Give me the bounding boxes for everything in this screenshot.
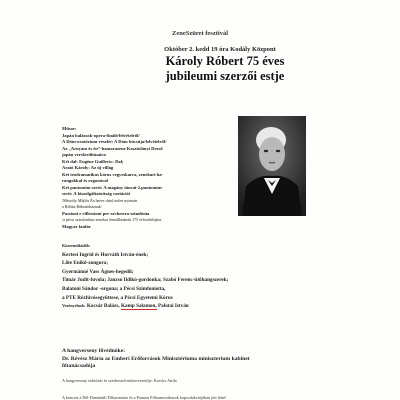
title-line-1: Károly Róbert 75 éves [165, 54, 285, 68]
program-item: szvit: A kiszolgáltatottság variációi [62, 191, 131, 196]
performer-line: Balatoni Sándor -orgona; a Pécsi Szimfonietta, [62, 285, 166, 292]
performers-section [62, 242, 392, 311]
title-line-2: jubileumi szerzői estje [165, 69, 285, 83]
festival-name: ZeneSzüret fesztivál [171, 30, 229, 37]
program-item: Két teodramatikus kórus vegyeskarra, zenekari ha- [62, 171, 164, 177]
program-note: a Bóbita Bábszínháznak/ [62, 204, 102, 209]
patron-section [62, 348, 392, 371]
program-label: Műsor: [62, 126, 77, 131]
patron-title: főtanácsadója [62, 363, 96, 370]
program-item: japán versfordításaira [62, 152, 106, 157]
patron-label: A hangverseny fővédnöke: [62, 348, 126, 354]
portrait-image [238, 116, 306, 216]
performer-line: Lőte Enikő-zongora; [62, 260, 108, 267]
performer-line: Gyermánné Vass Ágnes-hegedű; [62, 268, 134, 275]
program-item: A Dóm-oratórium-részlet: A Dóm búcsúja/felvételről/ [62, 139, 167, 144]
program-section [62, 126, 242, 230]
program-item: Az „Arnyam és én”-hamarazene Kosztolányi Dezső [62, 145, 163, 151]
program-item: Magyar fanfár [62, 223, 91, 229]
conductor-name: Palotai István [157, 303, 189, 310]
conductor-name: Kocsár Balázs, [86, 303, 120, 310]
program-item: Két dal: Eugène Guillevic: Dal; [62, 158, 124, 164]
conductor-name-underlined: Kamp Salamon, [120, 303, 157, 310]
performers-label: Közreműködik: [62, 243, 91, 248]
conductors-label: Vezényelnek: [62, 303, 86, 309]
performer-line: Kertesi Ingrid és Horváth István-ének; [62, 251, 149, 258]
composer-portrait [238, 116, 306, 216]
performer-line: a PTE Rézfúvósegyüttese, a Pécsi Egyetemi Kórus [62, 294, 173, 301]
program-item: Passioni e riflessioni per orchestra-szimfónia [62, 210, 150, 216]
performer-line: Timár Judit-fuvola; Janzsó Ildikó-gordonka; Szabó Ferenc-ütőhangszerek; [62, 277, 229, 284]
coproduction-note: A koncert a Dél-Dunántúli Filharmónia és a Pannon Filharmonikusok koprodukciójában jött létre! [62, 395, 227, 400]
program-item: Két pantomim-szvit: A magány táncai-2.pantomim- [62, 184, 163, 190]
patron-name: Dr. Révész Mária az Emberi Erőforrások Minisztériuma miniszterium kabinet [62, 355, 250, 362]
program-note: /Mészöly Miklós Én hetve című műve nyomán [62, 197, 138, 203]
concert-title [150, 54, 300, 84]
conductors-line [62, 302, 392, 311]
program-item: Arató Károly: Az új villág [62, 165, 114, 170]
program-item: Japán balázsok-opera-finálé/felvételről/ [62, 132, 140, 138]
program-item: rangokkal és orgonával [62, 178, 108, 183]
concert-date-line: Október 2. kedd 19 óra Kodály Központ [164, 46, 276, 53]
program-note: /a pécsi szimfonikus zenekar fennállásának 175 évfordulójára/ [62, 217, 162, 222]
video-credit: A hangverseny videózás és szerkesztő-műsorvezetője: Kovács Attila [62, 378, 177, 383]
